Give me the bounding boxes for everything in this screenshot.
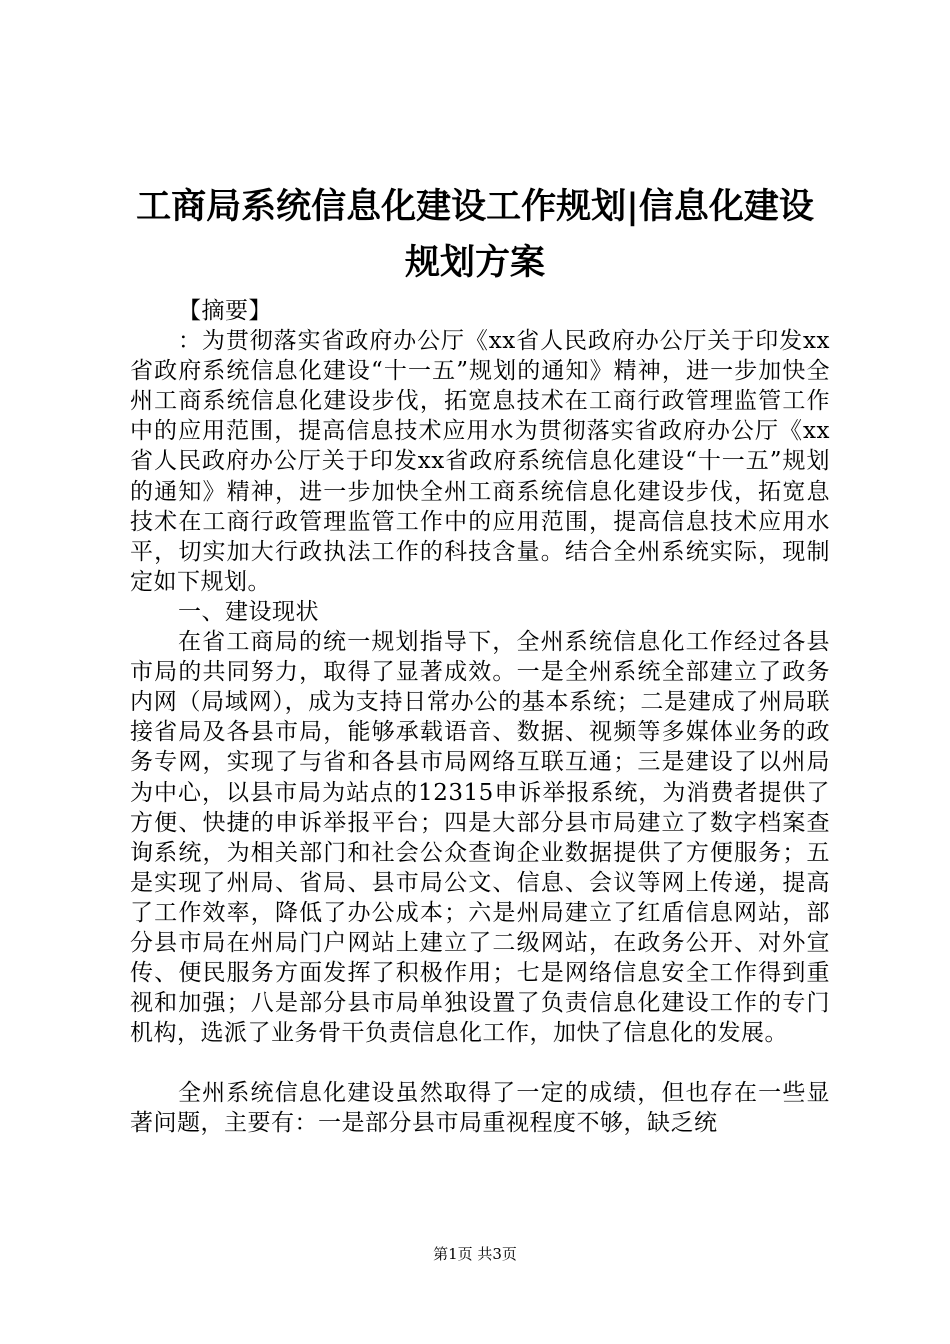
section1-paragraph1: 在省工商局的统一规划指导下，全州系统信息化工作经过各县市局的共同努力，取得了显著成效。一是全州系统全部建立了政务内网（局域网），成为支持日常办公的基本系统；二是建成了州局联接省局及各县市局，能够承载语音、数据、视频等多媒体业务的政务专网，实现了与省和各县市局网络互联互通；三是建设了以州局为中心，以县市局为站点的12315申诉举报系统，为消费者提供了方便、快捷的申诉举报平台；四是大部分县市局建立了数字档案查询系统，为相关部门和社会公众查询企业数据提供了方便服务；五是实现了州局、省局、县市局公文、信息、会议等网上传递，提高了工作效率，降低了办公成本；六是州局建立了红盾信息网站，部分县市局在州局门户网站上建立了二级网站，在政务公开、对外宣传、便民服务方面发挥了积极作用；七是网络信息安全工作得到重视和加强；八是部分县市局单独设置了负责信息化建设工作的专门机构，选派了业务骨干负责信息化工作，加快了信息化的发展。	[130, 629, 830, 1047]
document-title-line2: 规划方案	[404, 242, 545, 283]
abstract-label: 【摘要】	[178, 298, 272, 324]
abstract-text: ：为贯彻落实省政府办公厅《xx省人民政府办公厅关于印发xx省政府系统信息化建设“十一五”规划的通知》精神，进一步加快全州工商系统信息化建设步伐，拓宽息技术在工商行政管理监管工作中的应用范围，提高信息技术应用水为贯彻落实省政府办公厅《xx省人民政府办公厅关于印发xx省政府系统信息化建设“十一五”规划的通知》精神，进一步加快全州工商系统信息化建设步伐，拓宽息技术在工商行政管理监管工作中的应用范围，提高信息技术应用水平，切实加大行政执法工作的科技含量。结合全州系统实际，现制定如下规划。	[130, 328, 830, 595]
document-title-line1: 工商局系统信息化建设工作规划|信息化建设	[136, 186, 814, 227]
section1-heading: 一、建设现状	[178, 598, 319, 625]
section1-paragraph2: 全州系统信息化建设虽然取得了一定的成绩，但也存在一些显著问题，主要有：一是部分县市局重视程度不够，缺乏统	[130, 1080, 830, 1137]
paragraph-gap	[130, 1048, 830, 1078]
page-footer: 第1页 共3页	[433, 1245, 517, 1263]
document-body	[130, 296, 830, 1139]
